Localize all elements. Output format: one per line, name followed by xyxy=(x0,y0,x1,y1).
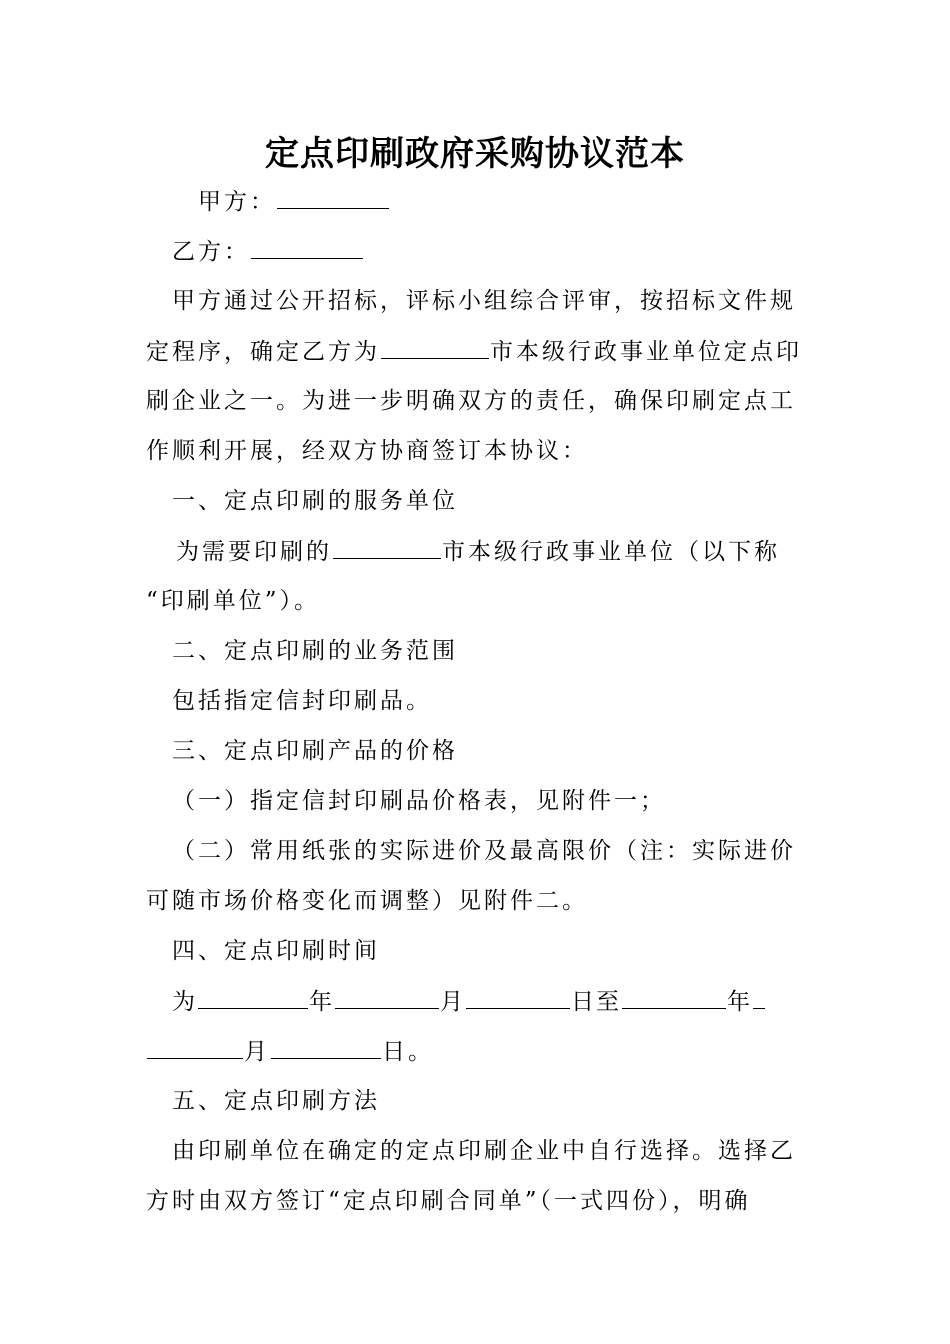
day-label-2: 日。 xyxy=(382,1039,434,1065)
intro-line-4: 作顺利开展，经双方协商签订本协议： xyxy=(146,438,588,464)
section-2-heading: 二、定点印刷的业务范围 xyxy=(172,638,458,664)
service-city-blank xyxy=(333,536,441,559)
start-day-blank xyxy=(466,986,570,1009)
end-year-blank xyxy=(622,986,726,1009)
vendor-city-blank xyxy=(381,336,489,359)
party-a-label: 甲方： xyxy=(198,189,276,215)
end-day-blank xyxy=(271,1036,381,1059)
end-month-blank-start xyxy=(753,986,765,1009)
section-4-period-line-1 xyxy=(172,986,836,1017)
intro-line-3: 刷企业之一。为进一步明确双方的责任，确保印刷定点工 xyxy=(146,388,796,414)
intro-line-2-b: 市本级行政事业单位定点印 xyxy=(490,339,802,365)
section-3-item-1: （一）指定信封印刷品价格表，见附件一； xyxy=(172,788,666,814)
party-b-line xyxy=(172,236,836,267)
section-3-item-2-line-2: 可随市场价格变化而调整）见附件二。 xyxy=(146,888,588,914)
section-1-line-1 xyxy=(176,536,840,567)
start-year-blank xyxy=(198,986,308,1009)
intro-line-2-a: 定程序，确定乙方为 xyxy=(146,339,380,365)
section-3-heading: 三、定点印刷产品的价格 xyxy=(172,738,458,764)
party-a-line xyxy=(198,186,862,217)
section-5-heading: 五、定点印刷方法 xyxy=(172,1088,380,1114)
section-4-heading: 四、定点印刷时间 xyxy=(172,938,380,964)
section-4-period-line-2 xyxy=(146,1036,810,1067)
day-to-label: 日至 xyxy=(571,989,621,1015)
document-title: 定点印刷政府采购协议范本 xyxy=(265,134,685,174)
section-3-item-2-line-1: （二）常用纸张的实际进价及最高限价（注：实际进价 xyxy=(172,838,796,864)
start-month-blank xyxy=(335,986,439,1009)
section-1-heading: 一、定点印刷的服务单位 xyxy=(172,488,458,514)
party-b-label: 乙方： xyxy=(172,239,250,265)
section-1-line-1-b: 市本级行政事业单位（以下称 xyxy=(442,539,780,565)
year-label-2: 年 xyxy=(727,989,752,1015)
intro-line-1: 甲方通过公开招标，评标小组综合评审，按招标文件规 xyxy=(172,288,796,314)
end-month-blank xyxy=(147,1036,243,1059)
section-1-line-2: “印刷单位”）。 xyxy=(146,588,321,614)
party-b-blank xyxy=(251,236,363,259)
party-a-blank xyxy=(277,186,389,209)
intro-line-2 xyxy=(146,336,810,367)
year-label: 年 xyxy=(309,989,334,1015)
section-1-line-1-a: 为需要印刷的 xyxy=(176,539,332,565)
section-5-line-1: 由印刷单位在确定的定点印刷企业中自行选择。选择乙 xyxy=(172,1138,796,1164)
period-prefix: 为 xyxy=(172,989,197,1015)
section-2-line-1: 包括指定信封印刷品。 xyxy=(172,688,432,714)
month-label: 月 xyxy=(440,989,465,1015)
section-5-line-2: 方时由双方签订“定点印刷合同单”（一式四份），明确 xyxy=(146,1188,751,1214)
month-label-2: 月 xyxy=(244,1039,270,1065)
